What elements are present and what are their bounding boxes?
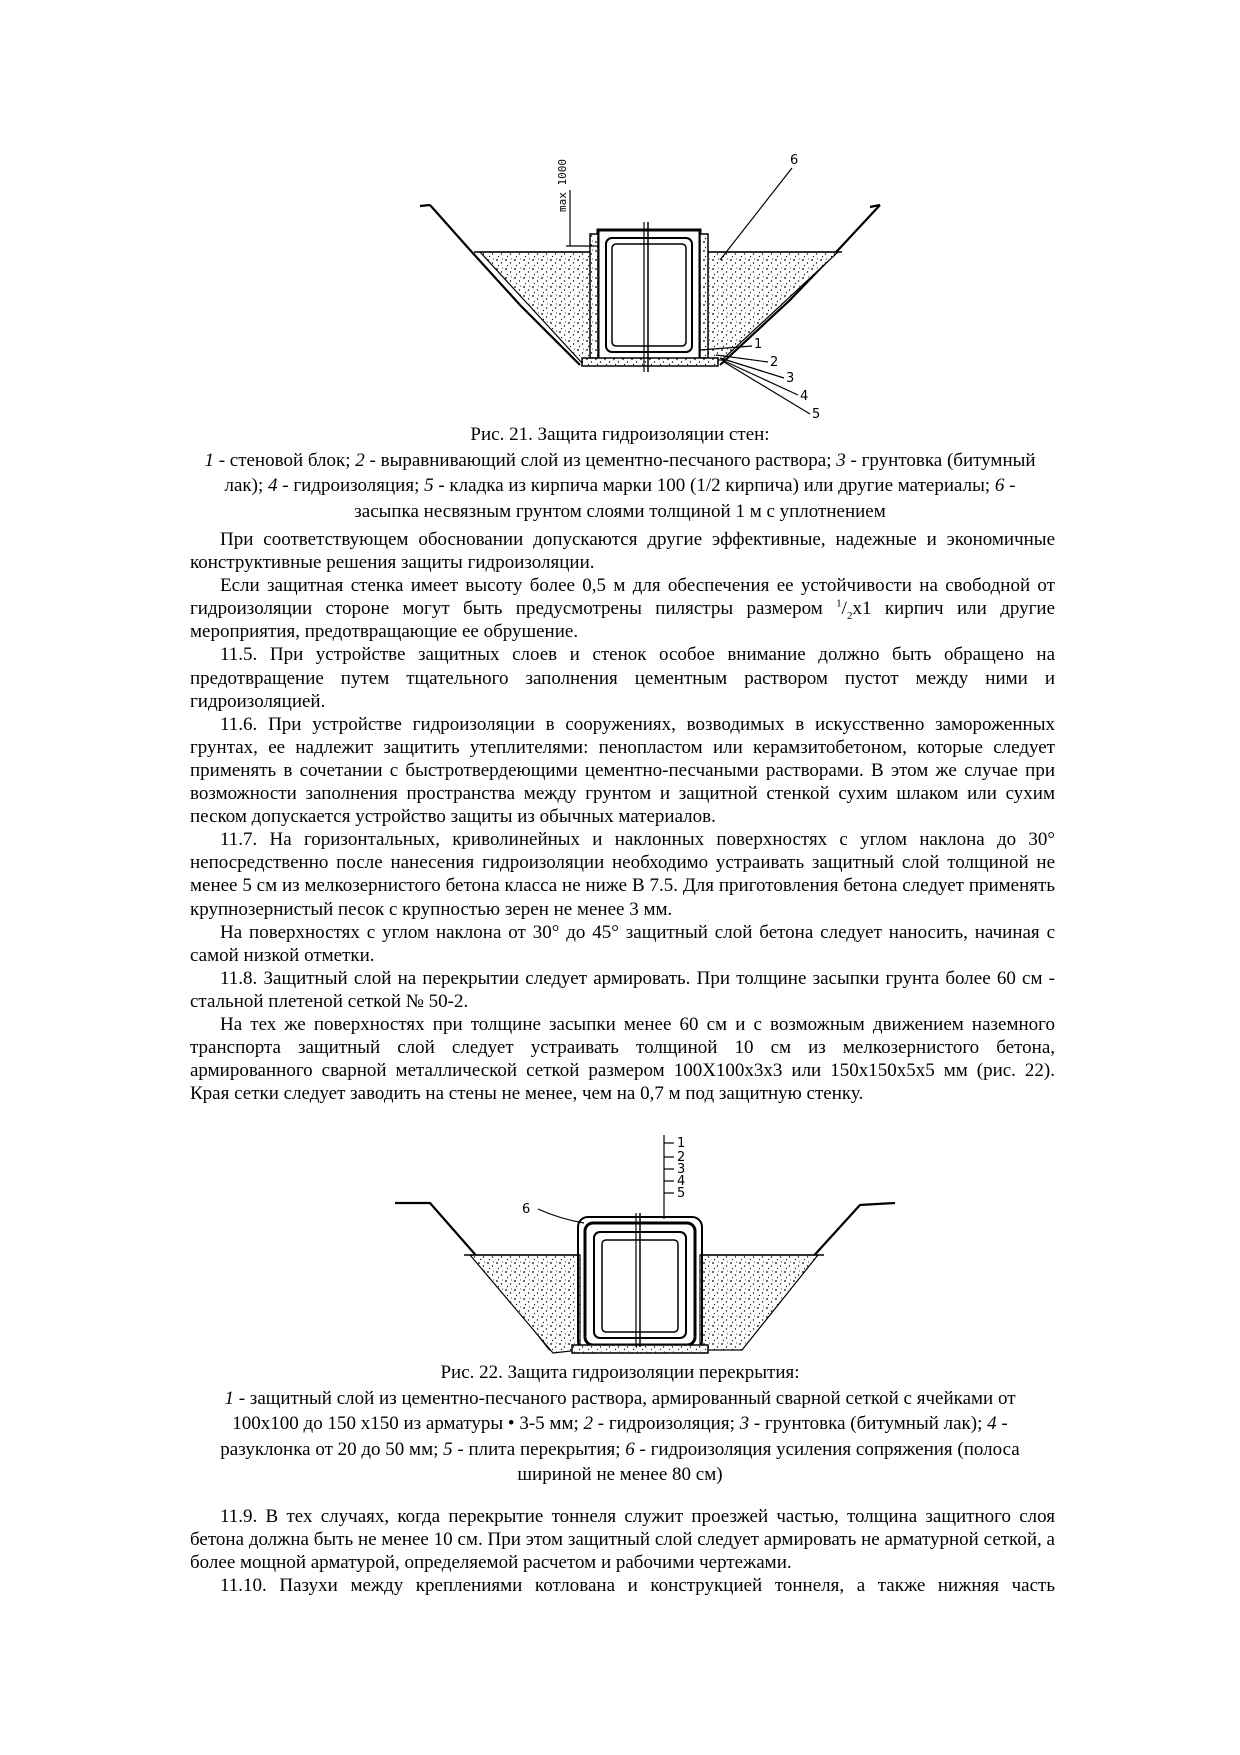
legend-text: - защитный слой из цементно-песчаного раствора, армированный сварной сеткой с ячейками от 100х100 до 150 х150 из арматуры • 3-5 мм;: [232, 1387, 1016, 1434]
fraction-denominator: 2: [846, 610, 853, 623]
fig22-label-6: 6: [522, 1202, 531, 1217]
paragraph: На поверхностях с углом наклона от 30° до 45° защитный слой бетона следует наносить, начиная с самой низкой отметки.: [190, 921, 1055, 966]
legend-num: 4: [987, 1413, 997, 1434]
legend-text: - гидроизоляция;: [277, 475, 425, 496]
legend-text: - выравнивающий слой из цементно-песчаного раствора;: [364, 449, 837, 471]
fraction-slash: /: [841, 598, 847, 620]
fig21-label-5: 5: [812, 407, 821, 420]
legend-num: 2: [355, 449, 365, 471]
paragraph: [190, 574, 1055, 643]
figure-22-title: Рис. 22. Защита гидроизоляции перекрытия:: [440, 1362, 800, 1383]
legend-text: - стеновой блок;: [213, 449, 356, 471]
legend-text: - грунтовка (битумный лак);: [224, 449, 1036, 496]
fig22-label-2: 2: [677, 1150, 686, 1165]
legend-text: - разуклонка от 20 до 50 мм;: [220, 1413, 1008, 1460]
figure-21-title: Рис. 21. Защита гидроизоляции стен:: [470, 424, 770, 445]
dimension-label: max 1000: [556, 159, 569, 212]
fraction-numerator: 1: [836, 597, 842, 610]
paragraph: 11.7. На горизонтальных, криволинейных и наклонных поверхностях с углом наклона до 30° непосредственно после нанесения гидроизоляции необходимо устраивать защитный слой толщиной не менее 5 см из мелкозернистого бетона класса не ниже В 7.5. Для приготовления бетона следует применять крупнозернистый песок с крупностью зерен не менее 3 мм.: [190, 829, 1055, 920]
figure-22-drawing: [0, 1135, 1240, 1355]
paragraph-text: x1 кирпич или другие мероприятия, предотвращающие ее обрушение.: [190, 598, 1055, 643]
legend-text: - плита перекрытия;: [452, 1438, 626, 1460]
figure-21-drawing: [0, 150, 1240, 420]
figure-22-legend: [190, 1386, 1050, 1488]
legend-num: 3: [836, 449, 846, 471]
fig22-label-1: 1: [677, 1136, 686, 1151]
legend-text: - гидроизоляция усиления сопряжения (полоса шириной не менее 80 см): [517, 1438, 1020, 1485]
legend-num: 3: [739, 1413, 750, 1434]
legend-num: 5: [424, 475, 434, 496]
legend-num: 4: [268, 475, 278, 496]
figure-21-legend: [190, 448, 1050, 525]
legend-text: - гидроизоляция;: [593, 1413, 740, 1434]
fig22-label-3: 3: [677, 1162, 686, 1177]
legend-text: - грунтовка (битумный лак);: [749, 1413, 988, 1434]
fig21-label-4: 4: [800, 389, 809, 404]
fig21-label-2: 2: [770, 355, 779, 370]
figure-22-caption: [190, 1360, 1050, 1488]
fig21-label-1: 1: [754, 337, 763, 352]
paragraph: 11.10. Пазухи между креплениями котлована и конструкцией тоннеля, а также нижняя часть: [220, 1575, 1055, 1597]
figure-21-caption: [190, 422, 1050, 524]
fig21-label-3: 3: [786, 371, 795, 386]
fig21-label-6: 6: [790, 153, 799, 168]
body-text-section-2: [190, 1505, 1055, 1597]
paragraph: 11.6. При устройстве гидроизоляции в сооружениях, возводимых в искусственно замороженных грунтах, ее надлежит защитить утеплителями: пенопластом или керамзитобетоном, которые следует применять в сочетании с быстротвердеющими цементно-песчаными растворами. В этом же случае при возможности заполнения пространства между грунтом и защитной стенкой сухим шлаком или сухим песком допускается устройство защиты из обычных материалов.: [190, 713, 1055, 828]
fig22-label-5: 5: [677, 1186, 686, 1201]
legend-num: 6: [994, 475, 1005, 496]
paragraph: 11.5. При устройстве защитных слоев и стенок особое внимание должно быть обращено на предотвращение путем тщательного заполнения цементным раствором пустот между ними и гидроизоляцией.: [190, 644, 1055, 712]
legend-num: 5: [443, 1438, 453, 1460]
legend-num: 1: [204, 449, 214, 471]
body-text-section-1: [190, 528, 1055, 1105]
paragraph-text: Если защитная стенка имеет высоту более 0,5 м для обеспечения ее устойчивости на свободной от гидроизоляции стороне могут быть предусмотрены пилястры размером: [190, 575, 1055, 620]
paragraph: На тех же поверхностях при толщине засыпки менее 60 см и с возможным движением наземного транспорта защитный слой следует устраивать толщиной 10 см из мелкозернистого бетона, армированного сварной металлической сеткой размером 100Х100х3х3 или 150х150х5х5 мм (рис. 22). Края сетки следует заводить на стены не менее, чем на 0,7 м под защитную стенку.: [190, 1013, 1055, 1105]
paragraph: При соответствующем обосновании допускаются другие эффективные, надежные и экономичные конструктивные решения защиты гидроизоляции.: [190, 529, 1055, 574]
figure-21: [0, 150, 1240, 420]
legend-text: - засыпка несвязным грунтом слоями толщиной 1 м с уплотнением: [354, 475, 1016, 522]
paragraph: 11.9. В тех случаях, когда перекрытие тоннеля служит проезжей частью, толщина защитного слоя бетона должна быть не менее 10 см. При этом защитный слой следует армировать не арматурной сеткой, а более мощной арматурой, определяемой расчетом и рабочими чертежами.: [190, 1506, 1055, 1574]
fig22-label-4: 4: [677, 1174, 686, 1189]
legend-num: 2: [583, 1413, 593, 1434]
figure-22: [0, 1135, 1240, 1355]
paragraph: 11.8. Защитный слой на перекрытии следует армировать. При толщине засыпки грунта более 60 см - стальной плетеной сеткой № 50-2.: [190, 967, 1055, 1012]
legend-num: 1: [224, 1387, 234, 1409]
legend-num: 6: [625, 1438, 635, 1460]
legend-text: - кладка из кирпича марки 100 (1/2 кирпича) или другие материалы;: [433, 475, 995, 496]
